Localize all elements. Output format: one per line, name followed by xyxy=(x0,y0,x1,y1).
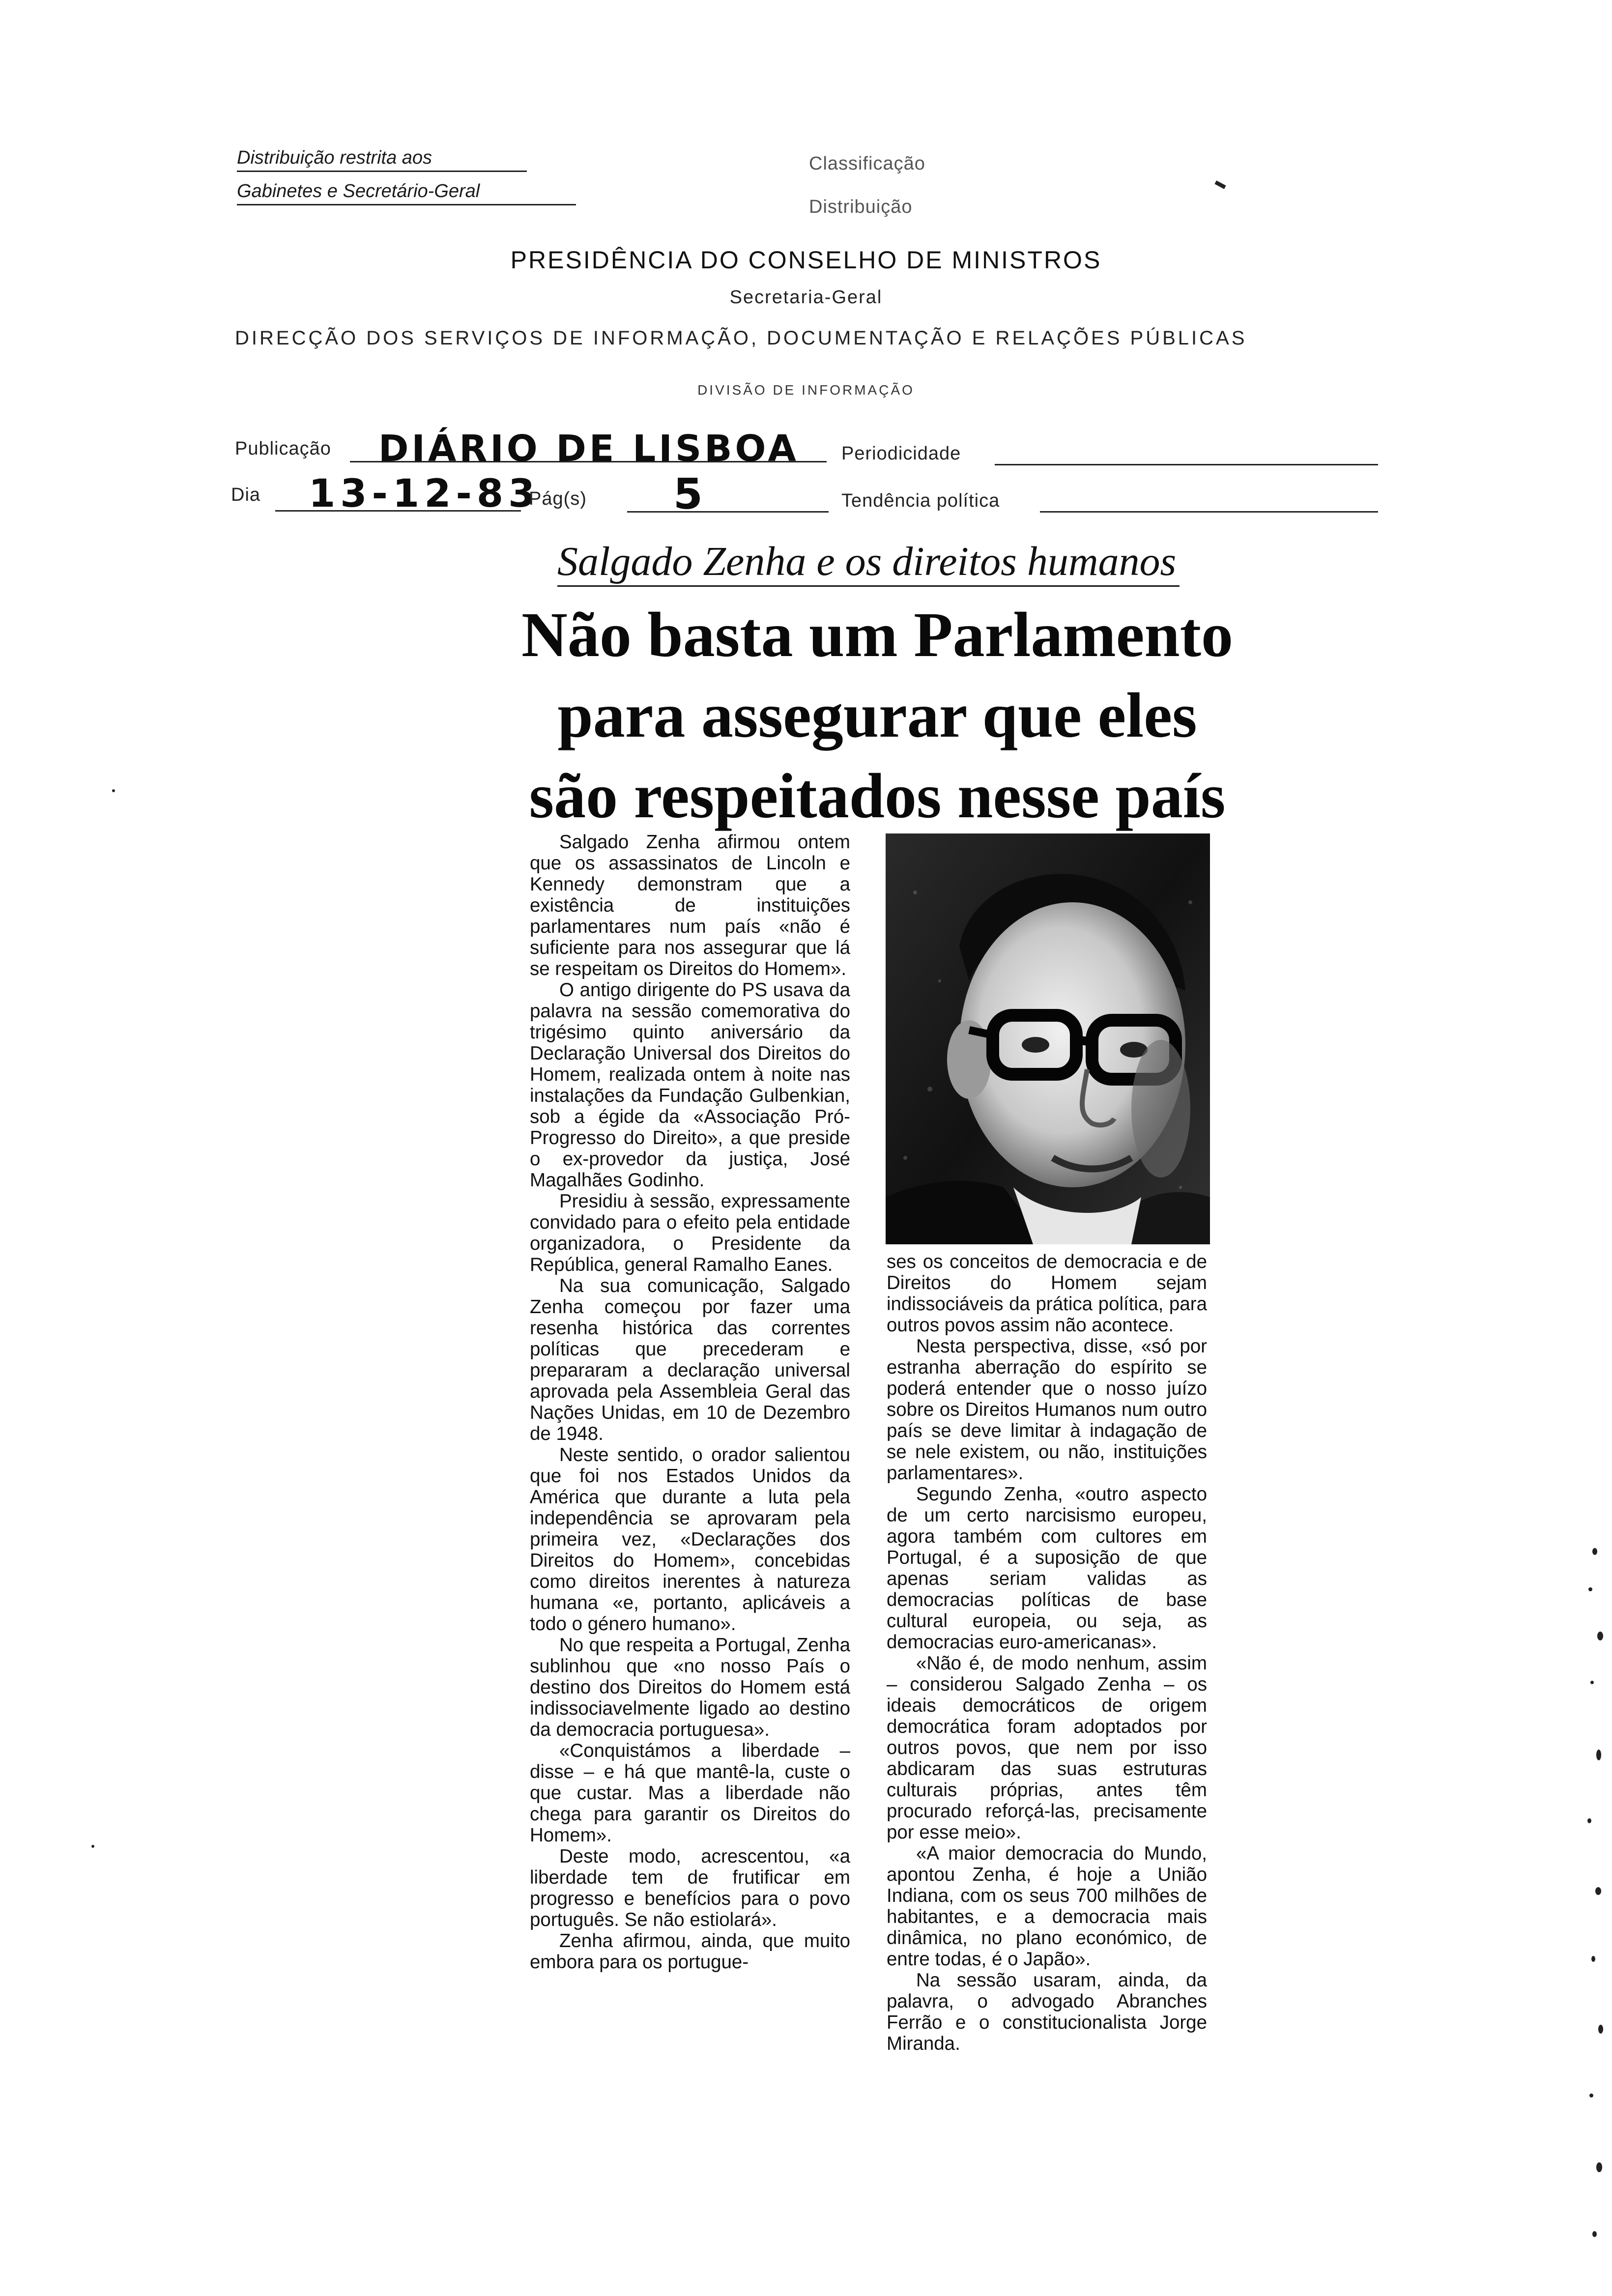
paragraph: «Conquistámos a liberdade – disse – e há que mantê-la, custe o que custar. Mas a liberdade não chega para garantir os Direitos do Homem». xyxy=(530,1740,850,1846)
paragraph: Neste sentido, o orador salientou que foi nos Estados Unidos da América que durante a luta pela independência se aprovaram pela primeira vez, «Declarações dos Direitos do Homem», concebidas como direitos inerentes à natureza humana «e, portanto, aplicáveis a todo o género humano». xyxy=(530,1444,850,1635)
directorate-title: DIRECÇÃO DOS SERVIÇOS DE INFORMAÇÃO, DOCUMENTAÇÃO E RELAÇÕES PÚBLICAS xyxy=(235,327,1247,349)
portrait-photo xyxy=(886,833,1210,1244)
paragraph: ses os conceitos de democracia e de Direitos do Homem sejam indissociáveis da prática política, para outros povos assim não acontece. xyxy=(887,1251,1207,1336)
paragraph: Na sua comunicação, Salgado Zenha começou por fazer uma resenha histórica das correntes políticas que precederam e prepararam a declaração universal aprovada pela Assembleia Geral das Nações Unidas, em 10 de Dezembro de 1948. xyxy=(530,1275,850,1444)
periodicity-label: Periodicidade xyxy=(841,443,961,464)
headline-line-2: para assegurar que eles xyxy=(557,680,1197,751)
distribution-notice xyxy=(237,147,576,205)
periodicity-rule xyxy=(995,464,1378,465)
tendency-rule xyxy=(1040,511,1378,513)
article-headline xyxy=(521,595,1234,836)
paragraph: «A maior democracia do Mundo, apontou Zenha, é hoje a União Indiana, com os seus 700 milhões de habitantes, e a democracia mais dinâmica, no plano económico, de entre todas, é o Japão». xyxy=(887,1843,1207,1970)
day-value: 13-12-83 xyxy=(309,472,540,516)
tendency-label: Tendência política xyxy=(841,490,1000,511)
day-label: Dia xyxy=(231,485,261,505)
publication-label: Publicação xyxy=(235,438,331,459)
presidency-title: PRESIDÊNCIA DO CONSELHO DE MINISTROS xyxy=(510,246,1102,274)
article-column-2 xyxy=(887,1251,1207,2054)
headline-line-3: são respeitados nesse país xyxy=(529,761,1226,832)
pages-label: Pág(s) xyxy=(529,488,587,509)
article-kicker: Salgado Zenha e os direitos humanos xyxy=(557,538,1180,587)
paragraph: Deste modo, acrescentou, «a liberdade tem de frutificar em progresso e benefícios para o povo português. Se não estiolará». xyxy=(530,1846,850,1930)
headline-line-1: Não basta um Parlamento xyxy=(521,600,1233,670)
paragraph: «Não é, de modo nenhum, assim – considerou Salgado Zenha – os ideais democráticos de origem democrática foram adoptados por outros povos, que nem por isso abdicaram das suas estruturas culturais próprias, antes têm procurado reforçá-las, precisamente por esse meio». xyxy=(887,1653,1207,1843)
classification-label: Classificação xyxy=(809,153,925,174)
distribution-line-2: Gabinetes e Secretário-Geral xyxy=(237,181,576,205)
paragraph: Na sessão usaram, ainda, da palavra, o advogado Abranches Ferrão e o constitucionalista Jorge Miranda. xyxy=(887,1970,1207,2054)
distribution-line-1: Distribuição restrita aos xyxy=(237,147,527,172)
paragraph: O antigo dirigente do PS usava da palavra na sessão comemorativa do trigésimo quinto aniversário da Declaração Universal dos Direitos do Homem, realizada ontem à noite nas instalações da Fundação Gulbenkian, sob a égide da «Associação Pró-Progresso do Direito», a que preside o ex-provedor da justiça, José Magalhães Godinho. xyxy=(530,979,850,1191)
paragraph: Salgado Zenha afirmou ontem que os assassinatos de Lincoln e Kennedy demonstram que a existência de instituições parlamentares num país «não é suficiente para nos assegurar que lá se respeitam os Direitos do Homem». xyxy=(530,832,850,979)
paragraph: Presidiu à sessão, expressamente convidado para o efeito pela entidade organizadora, o Presidente da República, general Ramalho Eanes. xyxy=(530,1191,850,1275)
portrait-graphic xyxy=(886,833,1210,1244)
pages-rule xyxy=(627,511,829,513)
publication-value: DIÁRIO DE LISBOA xyxy=(378,428,799,470)
paragraph: No que respeita a Portugal, Zenha sublinhou que «no nosso País o destino dos Direitos do Homem está indissociavelmente ligado ao destino da democracia portuguesa». xyxy=(530,1635,850,1740)
secretariat-title: Secretaria-Geral xyxy=(729,287,883,308)
distribution-label: Distribuição xyxy=(809,197,913,217)
stray-mark xyxy=(1214,180,1226,189)
paragraph: Nesta perspectiva, disse, «só por estranha aberração do espírito se poderá entender que o nosso juízo sobre os Direitos Humanos num outro país se deve limitar à indagação de se nele existem, ou não, instituições parlamentares». xyxy=(887,1336,1207,1484)
paragraph: Zenha afirmou, ainda, que muito embora para os portugue- xyxy=(530,1930,850,1973)
paragraph: Segundo Zenha, «outro aspecto de um certo narcisismo europeu, agora também com cultores em Portugal, é a suposição de que apenas seriam validas as democracias políticas de base cultural europeia, ou seja, as democracias euro-americanas». xyxy=(887,1484,1207,1653)
article-column-1 xyxy=(530,832,850,1973)
pages-value: 5 xyxy=(673,470,706,519)
division-title: DIVISÃO DE INFORMAÇÃO xyxy=(697,382,915,398)
